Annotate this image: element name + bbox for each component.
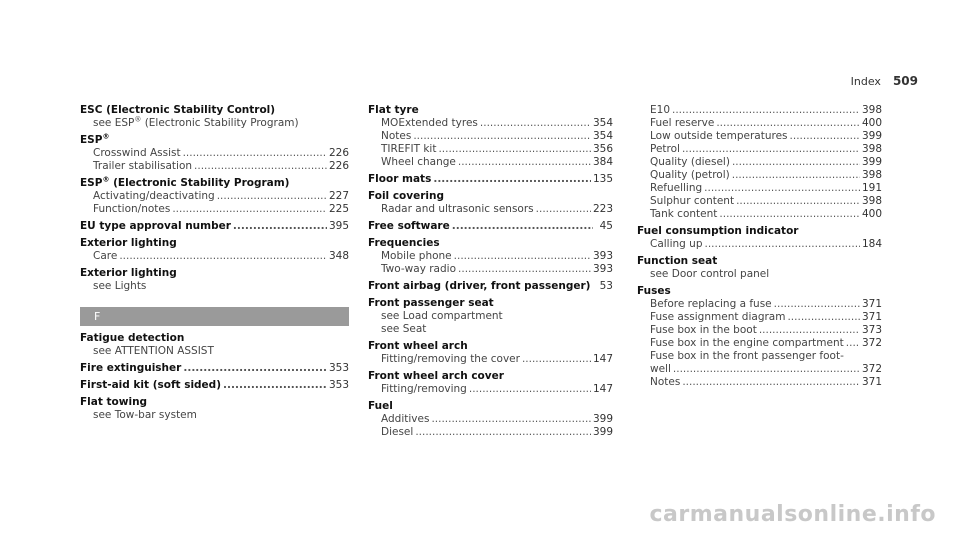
page-ref[interactable]: 45	[599, 220, 613, 232]
page-ref[interactable]: 356	[592, 143, 613, 155]
entry-heading-text: Exterior lighting	[80, 267, 177, 279]
watermark: carmanualsonline.info	[649, 502, 936, 527]
entry-subitem-text: Notes	[650, 376, 681, 388]
dot-leader	[522, 353, 591, 366]
entry-heading	[80, 332, 349, 345]
entry-subitem	[368, 310, 613, 323]
entry-heading	[368, 297, 613, 310]
index-entry	[80, 220, 349, 233]
entry-subitem-text: see Load compartment	[381, 310, 503, 322]
dot-leader	[223, 379, 327, 392]
entry-subitem-text: Petrol	[650, 143, 680, 155]
entry-subitem	[368, 156, 613, 169]
entry-subitem-text: Sulphur content	[650, 195, 735, 207]
page-ref[interactable]: 398	[861, 104, 882, 116]
entry-subitem-text: Notes	[381, 130, 412, 142]
page-ref[interactable]: 384	[592, 156, 613, 168]
entry-heading-text: ESP® (Electronic Stability Program)	[80, 175, 290, 189]
dot-leader	[172, 203, 327, 216]
entry-heading	[637, 285, 882, 298]
dot-leader	[469, 383, 591, 396]
index-column-2	[368, 104, 613, 443]
dot-leader	[536, 203, 591, 216]
entry-subitem-text: Additives	[381, 413, 430, 425]
entry-subitem-text: Mobile phone	[381, 250, 452, 262]
entry-subitem-text: Diesel	[381, 426, 414, 438]
index-entry	[80, 237, 349, 263]
entry-subitem	[637, 143, 882, 156]
entry-heading-text: Fuel	[368, 400, 393, 412]
page-ref[interactable]: 223	[592, 203, 613, 215]
entry-heading	[80, 267, 349, 280]
dot-leader	[682, 143, 860, 156]
index-entry	[80, 332, 349, 358]
index-entry	[637, 255, 882, 281]
index-entry	[80, 267, 349, 293]
entry-heading-text: Front wheel arch	[368, 340, 468, 352]
entry-subitem	[637, 117, 882, 130]
entry-heading	[80, 177, 349, 190]
entry-subitem-text: TIREFIT kit	[381, 143, 437, 155]
entry-subitem-text: Fuse assignment diagram	[650, 311, 786, 323]
entry-subitem	[637, 337, 882, 350]
entry-heading-text: First-aid kit (soft sided)	[80, 379, 221, 391]
entry-subitem	[637, 195, 882, 208]
entry-heading	[80, 237, 349, 250]
entry-heading	[80, 134, 349, 147]
dot-leader	[433, 173, 591, 186]
entry-subitem	[637, 208, 882, 221]
page-ref[interactable]: 372	[861, 337, 882, 349]
entry-subitem	[368, 383, 613, 396]
entry-heading-text: ESP®	[80, 132, 110, 146]
page-number: 509	[892, 74, 918, 88]
entry-subitem-text: Fuse box in the engine compartment	[650, 337, 844, 349]
dot-leader	[704, 182, 860, 195]
page-ref[interactable]: 226	[328, 160, 349, 172]
index-entry	[637, 104, 882, 221]
entry-heading	[637, 255, 882, 268]
entry-subitem	[80, 203, 349, 216]
entry-subitem-text: Fitting/removing the cover	[381, 353, 520, 365]
index-entry	[637, 285, 882, 389]
dot-leader	[673, 363, 860, 376]
entry-heading-text: Flat tyre	[368, 104, 419, 116]
index-entry	[80, 177, 349, 216]
page-ref[interactable]: 354	[592, 130, 613, 142]
page-ref[interactable]: 371	[861, 376, 882, 388]
entry-subitem	[637, 268, 882, 281]
entry-heading	[368, 400, 613, 413]
page-ref[interactable]: 353	[328, 362, 349, 374]
entry-heading-text: ESC (Electronic Stability Control)	[80, 104, 276, 116]
dot-leader	[774, 298, 860, 311]
entry-subitem-text: Fitting/removing	[381, 383, 467, 395]
index-entry	[637, 225, 882, 251]
entry-subitem	[637, 324, 882, 337]
entry-subitem-text: Two-way radio	[381, 263, 457, 275]
dot-leader	[431, 413, 591, 426]
entry-heading	[368, 340, 613, 353]
dot-leader	[458, 156, 591, 169]
page-ref[interactable]: 225	[328, 203, 349, 215]
index-entry	[368, 280, 613, 293]
entry-subitem	[637, 104, 882, 117]
entry-subitem-text: see ESP® (Electronic Stability Program)	[93, 115, 299, 129]
entry-heading	[80, 362, 349, 375]
entry-subitem	[368, 117, 613, 130]
dot-leader	[480, 117, 591, 130]
entry-subitem-text: Before replacing a fuse	[650, 298, 772, 310]
entry-subitem	[368, 250, 613, 263]
entry-subitem-text: Fuse box in the boot	[650, 324, 757, 336]
entry-subitem	[368, 143, 613, 156]
dot-leader	[592, 280, 593, 293]
entry-subitem	[637, 376, 882, 389]
page-ref[interactable]: 372	[861, 363, 882, 375]
entry-heading	[368, 280, 613, 293]
page-ref[interactable]: 184	[861, 238, 882, 250]
entry-subitem-text: E10	[650, 104, 670, 116]
entry-subitem-text: Crosswind Assist	[93, 147, 181, 159]
entry-heading	[80, 220, 349, 233]
entry-heading-text: Function seat	[637, 255, 718, 267]
entry-heading	[368, 190, 613, 203]
entry-heading	[368, 104, 613, 117]
page-ref[interactable]: 373	[861, 324, 882, 336]
entry-subitem-text: Radar and ultrasonic sensors	[381, 203, 534, 215]
entry-subitem-text: see Lights	[93, 280, 147, 292]
dot-leader	[415, 426, 591, 439]
page-ref[interactable]: 393	[592, 250, 613, 262]
entry-subitem	[80, 409, 349, 422]
dot-leader	[672, 104, 860, 117]
entry-subitem-text: Low outside temperatures	[650, 130, 788, 142]
entry-subitem	[80, 160, 349, 173]
page-ref[interactable]: 398	[861, 195, 882, 207]
index-column-3	[637, 104, 882, 393]
entry-subitem-text: Quality (petrol)	[650, 169, 730, 181]
entry-subitem-text: Tank content	[650, 208, 718, 220]
entry-subitem-text: Trailer stabilisation	[93, 160, 193, 172]
index-entry	[368, 370, 613, 396]
index-entry	[368, 237, 613, 276]
index-entry	[368, 220, 613, 233]
dot-leader	[716, 117, 860, 130]
entry-subitem-text: well	[650, 363, 671, 375]
index-entry	[368, 297, 613, 336]
page-ref[interactable]: 399	[592, 426, 613, 438]
entry-subitem-text: Function/notes	[93, 203, 171, 215]
entry-heading-text: Fatigue detection	[80, 332, 185, 344]
dot-leader	[732, 156, 860, 169]
page-ref[interactable]: 398	[861, 143, 882, 155]
entry-heading	[368, 237, 613, 250]
dot-leader	[217, 190, 327, 203]
page-ref[interactable]: 371	[861, 298, 882, 310]
entry-subitem	[368, 130, 613, 143]
dot-leader	[438, 143, 591, 156]
page-ref[interactable]: 191	[861, 182, 882, 194]
dot-leader	[194, 160, 327, 173]
entry-heading-text: EU type approval number	[80, 220, 231, 232]
entry-subitem-text: Wheel change	[381, 156, 456, 168]
entry-subitem	[368, 413, 613, 426]
dot-leader	[759, 324, 860, 337]
entry-subitem-text: see ATTENTION ASSIST	[93, 345, 214, 357]
dot-leader	[736, 195, 860, 208]
entry-heading	[368, 173, 613, 186]
dot-leader	[719, 208, 860, 221]
letter-divider: F	[80, 307, 349, 326]
section-label: Index	[850, 75, 881, 88]
entry-subitem-text: MOExtended tyres	[381, 117, 478, 129]
page-ref[interactable]: 393	[592, 263, 613, 275]
entry-heading	[80, 104, 349, 117]
entry-subitem	[637, 169, 882, 182]
entry-heading	[80, 379, 349, 392]
entry-subitem	[368, 263, 613, 276]
entry-subitem-text: Care	[93, 250, 118, 262]
entry-subitem-text: Refuelling	[650, 182, 703, 194]
dot-leader	[787, 311, 859, 324]
dot-leader	[183, 362, 327, 375]
index-entry	[368, 340, 613, 366]
dot-leader	[846, 337, 860, 350]
index-entry	[80, 396, 349, 422]
entry-heading-text: Free software	[368, 220, 450, 232]
entry-subitem-text: Calling up	[650, 238, 703, 250]
entry-heading-text: Front airbag (driver, front passenger)	[368, 280, 591, 292]
entry-heading	[368, 220, 613, 233]
entry-subitem	[368, 203, 613, 216]
page-ref[interactable]: 400	[861, 208, 882, 220]
entry-subitem	[637, 363, 882, 376]
dot-leader	[183, 147, 327, 160]
dot-leader	[119, 250, 327, 263]
entry-heading-text: Fuses	[637, 285, 671, 297]
entry-subitem	[637, 311, 882, 324]
index-entry	[80, 362, 349, 375]
index-entry	[368, 400, 613, 439]
index-column-1	[80, 104, 349, 426]
index-entry	[368, 173, 613, 186]
entry-heading	[80, 396, 349, 409]
page-ref[interactable]: 227	[328, 190, 349, 202]
dot-leader	[790, 130, 860, 143]
entry-heading-text: Fuel consumption indicator	[637, 225, 799, 237]
index-entry	[80, 104, 349, 130]
entry-subitem-text: see Door control panel	[650, 268, 770, 280]
entry-heading-text: Front passenger seat	[368, 297, 494, 309]
index-entry	[368, 104, 613, 169]
page-ref[interactable]: 399	[861, 156, 882, 168]
index-entry	[80, 134, 349, 173]
entry-subitem	[80, 190, 349, 203]
page-ref[interactable]: 371	[861, 311, 882, 323]
entry-heading-text: Front wheel arch cover	[368, 370, 504, 382]
entry-heading-text: Fire extinguisher	[80, 362, 182, 374]
page-ref[interactable]: 399	[861, 130, 882, 142]
dot-leader	[705, 238, 860, 251]
dot-leader	[233, 220, 327, 233]
page-ref[interactable]: 398	[861, 169, 882, 181]
entry-subitem	[637, 130, 882, 143]
page-header	[851, 74, 918, 88]
entry-subitem-text: see Seat	[381, 323, 427, 335]
page-ref[interactable]: 53	[599, 280, 613, 292]
entry-subitem	[637, 156, 882, 169]
entry-heading	[637, 225, 882, 238]
entry-subitem	[637, 298, 882, 311]
entry-subitem	[637, 350, 882, 363]
entry-subitem	[80, 280, 349, 293]
dot-leader	[732, 169, 860, 182]
entry-subitem	[80, 147, 349, 160]
page-ref[interactable]: 400	[861, 117, 882, 129]
entry-subitem-text: see Tow-bar system	[93, 409, 197, 421]
page-ref[interactable]: 147	[592, 383, 613, 395]
page-ref[interactable]: 226	[328, 147, 349, 159]
entry-subitem	[80, 345, 349, 358]
dot-leader	[454, 250, 591, 263]
page-ref[interactable]: 395	[328, 220, 349, 232]
entry-subitem	[368, 323, 613, 336]
page-ref[interactable]: 354	[592, 117, 613, 129]
page-ref[interactable]: 353	[328, 379, 349, 391]
entry-heading-text: Frequencies	[368, 237, 440, 249]
entry-subitem	[80, 250, 349, 263]
entry-heading-text: Foil covering	[368, 190, 444, 202]
entry-heading-text: Floor mats	[368, 173, 432, 185]
index-entry	[80, 379, 349, 392]
entry-subitem-text: Fuel reserve	[650, 117, 715, 129]
entry-subitem	[637, 238, 882, 251]
entry-subitem	[368, 426, 613, 439]
entry-subitem-text: Fuse box in the front passenger foot-	[650, 350, 844, 362]
entry-subitem	[368, 353, 613, 366]
index-entry	[368, 190, 613, 216]
entry-subitem-text: Activating/deactivating	[93, 190, 215, 202]
dot-leader	[458, 263, 591, 276]
dot-leader	[413, 130, 591, 143]
dot-leader	[452, 220, 593, 233]
page-ref[interactable]: 348	[328, 250, 349, 262]
entry-subitem-text: Quality (diesel)	[650, 156, 730, 168]
entry-heading-text: Flat towing	[80, 396, 148, 408]
entry-heading	[368, 370, 613, 383]
page-ref[interactable]: 399	[592, 413, 613, 425]
entry-subitem	[637, 182, 882, 195]
dot-leader	[682, 376, 860, 389]
entry-heading-text: Exterior lighting	[80, 237, 177, 249]
page-ref[interactable]: 135	[592, 173, 613, 185]
page-ref[interactable]: 147	[592, 353, 613, 365]
entry-subitem	[80, 117, 349, 130]
